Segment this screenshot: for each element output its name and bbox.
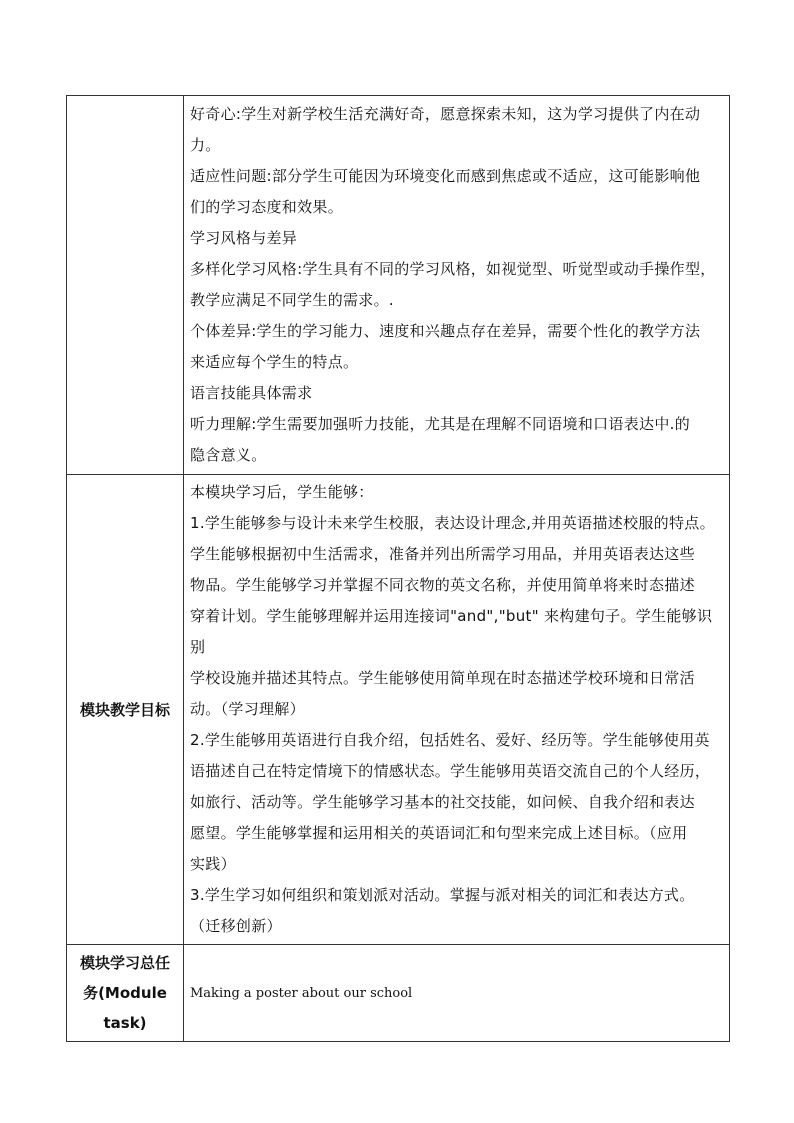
text-line: 动。（学习理解）	[190, 700, 305, 718]
text-line: 愿望。学生能够掌握和运用相关的英语词汇和句型来完成上述目标。（应用	[190, 824, 688, 842]
text-line: 教学应满足不同学生的需求。.	[190, 291, 394, 309]
text-line: 3.学生学习如何组织和策划派对活动。掌握与派对相关的词汇和表达方式。	[190, 886, 695, 904]
table-row	[67, 945, 730, 1042]
task-label-line: 务(Module	[83, 984, 167, 1002]
text-line: 实践）	[190, 855, 236, 873]
text-line: 好奇心:学生对新学校生活充满好奇，愿意探索未知，这为学习提供了内在动	[190, 105, 701, 123]
table-row	[67, 475, 730, 945]
task-label-cell	[67, 945, 184, 1042]
text-line: 物品。学生能够学习并掌握不同衣物的英文名称，并使用简单将来时态描述	[190, 576, 695, 594]
text-line: 本模块学习后，学生能够：	[190, 483, 374, 501]
goals-label: 模块教学目标	[79, 700, 170, 719]
text-line: 2.学生能够用英语进行自我介绍，包括姓名、爱好、经历等。学生能够使用英	[190, 731, 710, 749]
text-line: （迁移创新）	[190, 917, 282, 935]
analysis-label-cell	[67, 96, 184, 475]
text-line: 穿着计划。学生能够理解并运用连接词"and","but" 来构建句子。学生能够识别	[190, 607, 713, 656]
text-line: 隐含意义。	[190, 446, 267, 464]
text-line: 多样化学习风格:学生具有不同的学习风格，如视觉型、听觉型或动手操作型，	[190, 260, 716, 278]
module-design-table	[66, 95, 730, 1042]
task-label-line: task)	[103, 1014, 147, 1032]
module-task-text: Making a poster about our school	[190, 986, 413, 1001]
task-content-cell	[184, 945, 730, 1042]
analysis-content-cell	[184, 96, 730, 475]
text-line: 们的学习态度和效果。	[190, 198, 344, 216]
section-heading: 语言技能具体需求	[190, 384, 313, 402]
text-line: 学生能够根据初中生活需求，准备并列出所需学习用品，并用英语表达这些	[190, 545, 695, 563]
text-line: 听力理解:学生需要加强听力技能，尤其是在理解不同语境和口语表达中.的	[190, 415, 691, 433]
goals-content-cell	[184, 475, 730, 945]
text-line: 学校设施并描述其特点。学生能够使用简单现在时态描述学校环境和日常活	[190, 669, 695, 687]
text-line: 个体差异:学生的学习能力、速度和兴趣点存在差异，需要个性化的教学方法	[190, 322, 701, 340]
text-line: 力。	[190, 136, 221, 154]
table-row	[67, 96, 730, 475]
text-line: 来适应每个学生的特点。	[190, 353, 359, 371]
text-line: 适应性问题:部分学生可能因为环境变化而感到焦虑或不适应，这可能影响他	[190, 167, 701, 185]
text-line: 语描述自己在特定情境下的情感状态。学生能够用英语交流自己的个人经历，	[190, 762, 711, 780]
task-label-line: 模块学习总任	[79, 954, 170, 972]
text-line: 如旅行、活动等。学生能够学习基本的社交技能，如问候、自我介绍和表达	[190, 793, 695, 811]
section-heading: 学习风格与差异	[190, 229, 298, 247]
text-line: 1.学生能够参与设计未来学生校服，表达设计理念,并用英语描述校服的特点。	[190, 514, 715, 532]
goals-label-cell	[67, 475, 184, 945]
